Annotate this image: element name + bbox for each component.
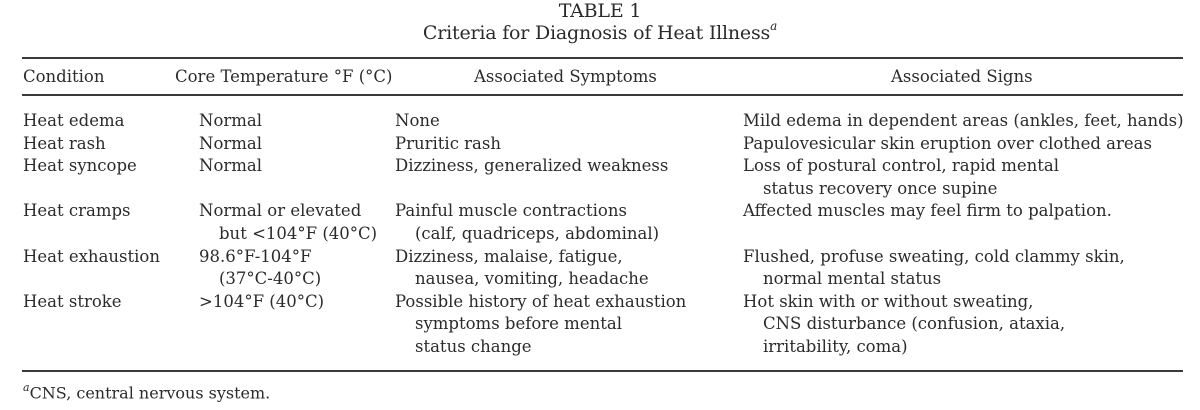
cell-line: status recovery once supine — [763, 178, 998, 198]
cell-signs — [743, 246, 1125, 291]
header-condition: Condition — [23, 67, 105, 86]
cell-line: Normal — [199, 111, 263, 130]
cell-line: Heat cramps — [23, 201, 131, 221]
cell-core-temperature — [199, 133, 262, 156]
cell-condition — [23, 200, 131, 223]
cell-line: irritability, coma) — [763, 336, 908, 356]
cell-line: >104°F (40°C) — [199, 291, 325, 311]
cell-signs — [743, 133, 1152, 156]
cell-symptoms — [395, 291, 686, 359]
cell-line: Heat rash — [23, 133, 106, 153]
cell-line: but <104°F (40°C) — [219, 223, 378, 243]
cell-line: None — [395, 111, 440, 130]
cell-line: Heat syncope — [23, 156, 137, 176]
cell-line: Affected muscles may feel firm to palpation. — [743, 201, 1112, 221]
cell-core-temperature — [199, 155, 262, 178]
footnote-text: CNS, central nervous system. — [29, 383, 271, 403]
title-footnote-marker: a — [770, 18, 778, 33]
table-label: TABLE 1 — [558, 0, 642, 22]
cell-signs — [743, 110, 1184, 133]
cell-line: Possible history of heat exhaustion — [395, 291, 687, 311]
cell-condition — [23, 246, 160, 269]
cell-line: Dizziness, generalized weakness — [395, 156, 669, 176]
header-associated-symptoms: Associated Symptoms — [474, 67, 657, 86]
table-title-text: Criteria for Diagnosis of Heat Illness — [422, 22, 771, 44]
table-row — [0, 133, 1200, 156]
cell-symptoms — [395, 133, 501, 156]
cell-signs — [743, 200, 1112, 223]
top-rule — [22, 57, 1183, 59]
cell-symptoms — [395, 110, 440, 133]
cell-signs — [743, 155, 1059, 200]
cell-line: Normal — [199, 133, 263, 153]
cell-line: status change — [415, 336, 532, 356]
cell-line: 98.6°F-104°F — [199, 246, 312, 266]
table-body — [0, 110, 1200, 359]
table-row — [0, 291, 1200, 359]
cell-core-temperature — [199, 246, 321, 291]
cell-line: symptoms before mental — [415, 314, 622, 334]
cell-core-temperature — [199, 110, 262, 133]
table-row — [0, 110, 1200, 133]
cell-line: Dizziness, malaise, fatigue, — [395, 246, 623, 266]
cell-symptoms — [395, 200, 659, 245]
cell-condition — [23, 110, 124, 133]
cell-line: Heat stroke — [23, 291, 122, 311]
header-core-temperature: Core Temperature °F (°C) — [175, 67, 393, 86]
header-associated-signs: Associated Signs — [891, 67, 1033, 86]
cell-line: (37°C-40°C) — [219, 269, 322, 289]
cell-line: nausea, vomiting, headache — [415, 269, 649, 289]
cell-signs — [743, 291, 1065, 359]
cell-condition — [23, 155, 137, 178]
cell-line: Heat edema — [23, 111, 125, 130]
cell-symptoms — [395, 246, 649, 291]
cell-line: Painful muscle contractions — [395, 201, 627, 221]
cell-condition — [23, 133, 106, 156]
cell-line: Mild edema in dependent areas (ankles, feet, hands) — [743, 111, 1184, 130]
cell-line: Flushed, profuse sweating, cold clammy skin, — [743, 246, 1125, 266]
table-header — [0, 65, 1200, 89]
table-row — [0, 200, 1200, 245]
cell-line: Papulovesicular skin eruption over clothed areas — [743, 133, 1152, 153]
cell-symptoms — [395, 155, 668, 178]
table-row — [0, 155, 1200, 200]
cell-condition — [23, 291, 122, 314]
cell-line: CNS disturbance (confusion, ataxia, — [763, 314, 1066, 334]
cell-line: Loss of postural control, rapid mental — [743, 156, 1059, 176]
cell-line: Normal — [199, 156, 263, 176]
cell-line: normal mental status — [763, 269, 942, 289]
cell-line: Heat exhaustion — [23, 246, 160, 266]
cell-core-temperature — [199, 291, 324, 314]
header-rule — [22, 94, 1183, 96]
table-title — [0, 18, 1200, 44]
table-footnote — [23, 378, 270, 404]
cell-core-temperature — [199, 200, 377, 245]
bottom-rule — [22, 370, 1183, 372]
cell-line: Hot skin with or without sweating, — [743, 291, 1034, 311]
cell-line: (calf, quadriceps, abdominal) — [415, 223, 660, 243]
footnote-marker: a — [23, 381, 30, 394]
cell-line: Pruritic rash — [395, 133, 501, 153]
table-row — [0, 246, 1200, 291]
cell-line: Normal or elevated — [199, 201, 362, 221]
